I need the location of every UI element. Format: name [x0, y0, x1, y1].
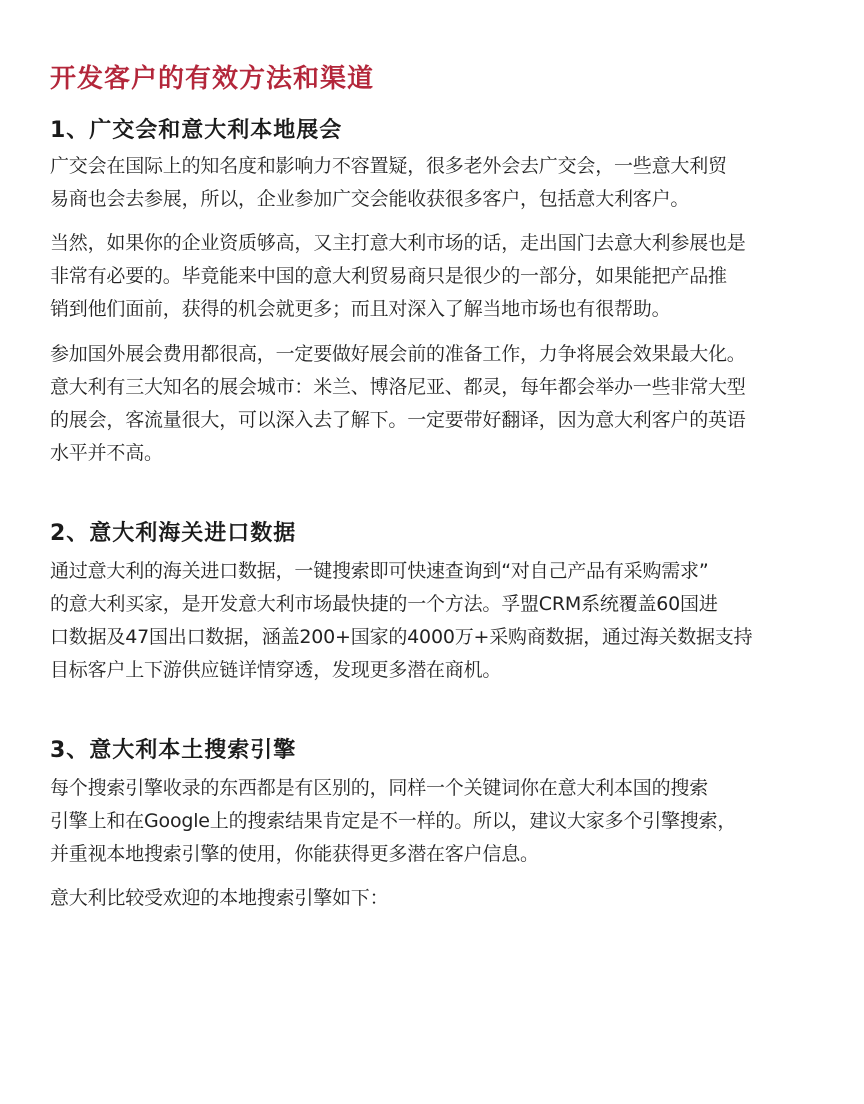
text-line: 并重视本地搜索引擎的使用，你能获得更多潜在客户信息。 [50, 843, 539, 865]
section-1-paragraph-1 [50, 150, 820, 216]
text-line: 参加国外展会费用都很高，一定要做好展会前的准备工作，力争将展会效果最大化。 [50, 343, 746, 365]
section-heading-3: 3、意大利本土搜索引擎 [50, 738, 297, 763]
section-3-paragraph-1 [50, 772, 820, 871]
section-1-paragraph-3 [50, 338, 820, 470]
text-line: 通过意大利的海关进口数据，一键搜索即可快速查询到“对自己产品有采购需求” [50, 560, 709, 582]
section-1-paragraph-2 [50, 227, 820, 326]
text-line: 销到他们面前，获得的机会就更多；而且对深入了解当地市场也有很帮助。 [50, 298, 671, 320]
text-line: 意大利比较受欢迎的本地搜索引擎如下： [50, 887, 389, 909]
text-line: 的展会，客流量很大，可以深入去了解下。一定要带好翻译，因为意大利客户的英语 [50, 409, 746, 431]
page-title: 开发客户的有效方法和渠道 [50, 64, 375, 94]
text-line: 每个搜索引擎收录的东西都是有区别的，同样一个关键词你在意大利本国的搜索 [50, 777, 709, 799]
text-line: 目标客户上下游供应链详情穿透，发现更多潜在商机。 [50, 659, 502, 681]
text-line: 广交会在国际上的知名度和影响力不容置疑，很多老外会去广交会，一些意大利贸 [50, 155, 727, 177]
text-line: 易商也会去参展，所以，企业参加广交会能收获很多客户，包括意大利客户。 [50, 188, 690, 210]
text-line: 水平并不高。 [50, 442, 163, 464]
section-heading-2: 2、意大利海关进口数据 [50, 521, 297, 546]
text-line: 的意大利买家，是开发意大利市场最快捷的一个方法。孚盟CRM系统覆盖60国进 [50, 593, 718, 615]
text-line: 口数据及47国出口数据，涵盖200+国家的4000万+采购商数据，通过海关数据支持 [50, 626, 753, 648]
section-3-paragraph-2 [50, 882, 820, 915]
section-2-paragraph-1 [50, 555, 820, 687]
text-line: 当然，如果你的企业资质够高，又主打意大利市场的话，走出国门去意大利参展也是 [50, 232, 746, 254]
section-heading-1: 1、广交会和意大利本地展会 [50, 118, 343, 143]
text-line: 非常有必要的。毕竟能来中国的意大利贸易商只是很少的一部分，如果能把产品推 [50, 265, 727, 287]
text-line: 引擎上和在Google上的搜索结果肯定是不一样的。所以，建议大家多个引擎搜索， [50, 810, 737, 832]
text-line: 意大利有三大知名的展会城市：米兰、博洛尼亚、都灵，每年都会举办一些非常大型 [50, 376, 746, 398]
